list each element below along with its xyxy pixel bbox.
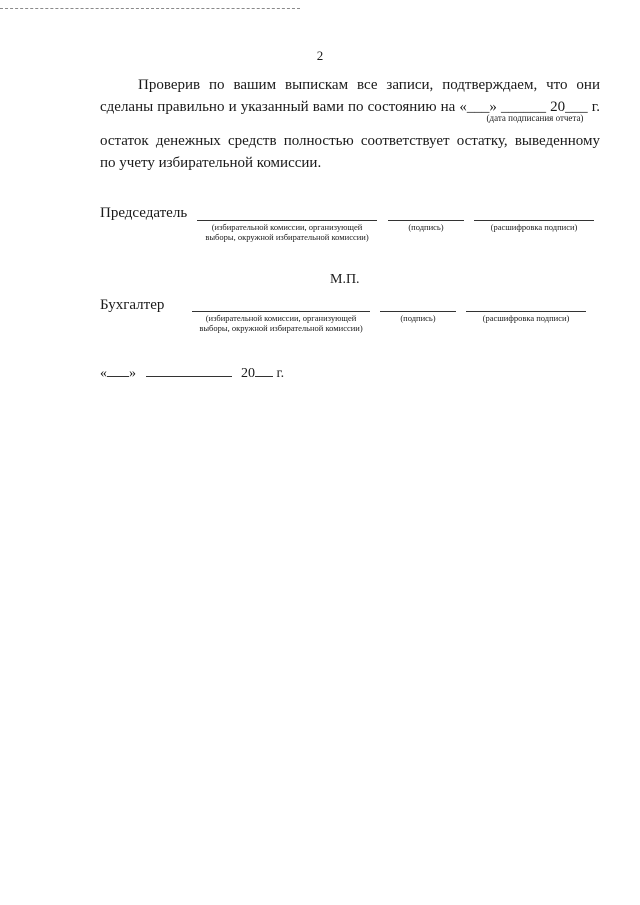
date-day-blank[interactable] (107, 364, 129, 377)
confirmation-paragraph (100, 74, 600, 174)
chairman-signature-line[interactable] (388, 220, 464, 221)
accountant-signature-caption: (подпись) (400, 313, 436, 323)
accountant-commission-caption: (избирательной комиссии, организующей выборы, окружной избирательной комиссии) (199, 313, 363, 333)
date-close-quote: » (129, 366, 136, 381)
confirmation-line-3: остаток денежных средств полностью соответствует остатку, выведенному (100, 133, 600, 149)
date-month-blank[interactable] (146, 364, 232, 377)
accountant-decoding-line[interactable] (466, 311, 586, 312)
confirmation-line-2: сделаны правильно и указанный вами по состоянию на «___» ______ 20___ г. (100, 99, 600, 115)
chairman-signature-caption: (подпись) (408, 222, 444, 232)
confirmation-line-4: по учету избирательной комиссии. (100, 155, 322, 171)
chairman-commission-caption: (избирательной комиссии, организующей выборы, окружной избирательной комиссии) (205, 222, 369, 242)
chairman-decoding-line[interactable] (474, 220, 594, 221)
chairman-label: Председатель (100, 205, 188, 221)
signing-date-field (100, 364, 284, 382)
accountant-label: Бухгалтер (100, 297, 165, 313)
date-year-blank[interactable] (255, 364, 273, 377)
chairman-commission-line[interactable] (197, 220, 377, 221)
accountant-decoding-caption: (расшифровка подписи) (482, 313, 570, 323)
date-year-prefix: 20 (241, 366, 255, 381)
report-date-caption: (дата подписания отчета) (486, 113, 584, 123)
accountant-signature-line[interactable] (380, 311, 456, 312)
date-open-quote: « (100, 366, 107, 381)
page-number: 2 (316, 48, 324, 63)
date-year-suffix: г. (276, 366, 285, 381)
stamp-place-label: М.П. (330, 272, 360, 287)
accountant-commission-line[interactable] (192, 311, 370, 312)
confirmation-line-1: Проверив по вашим выпискам все записи, подтверждаем, что они (138, 77, 600, 93)
top-scan-rule (0, 8, 300, 9)
chairman-decoding-caption: (расшифровка подписи) (490, 222, 578, 232)
